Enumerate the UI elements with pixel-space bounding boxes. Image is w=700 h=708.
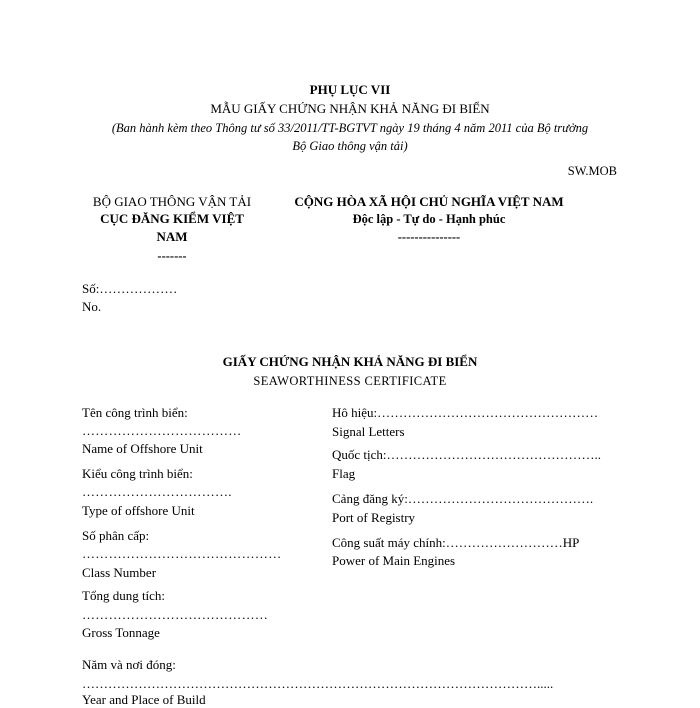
issuance-note-line1: (Ban hành kèm theo Thông tư số 33/2011/TT-BGTVT ngày 19 tháng 4 năm 2011 của Bộ trưởng: [111, 121, 589, 135]
document-title: MẪU GIẤY CHỨNG NHẬN KHẢ NĂNG ĐI BIỂN: [210, 101, 490, 116]
build-year-place-label-en: Year and Place of Build: [82, 692, 206, 707]
agency-underline: -------: [157, 249, 187, 263]
nation-motto: Độc lập - Tự do - Hạnh phúc: [352, 212, 506, 226]
offshore-unit-name-dots: ………………………………: [82, 423, 242, 438]
certificate-title-vi: GIẤY CHỨNG NHẬN KHẢ NĂNG ĐI BIỂN: [222, 354, 478, 369]
certificate-title-en: SEAWORTHINESS CERTIFICATE: [253, 374, 447, 388]
offshore-unit-type-dots: …………………………….: [82, 484, 232, 499]
number-field: Số:………………: [82, 281, 178, 296]
gross-tonnage-label-en: Gross Tonnage: [82, 625, 160, 640]
ministry-name: BỘ GIAO THÔNG VẬN TẢI: [92, 194, 252, 209]
form-code: SW.MOB: [567, 164, 617, 178]
nation-name: CỘNG HÒA XÃ HỘI CHỦ NGHĨA VIỆT NAM: [294, 194, 564, 209]
class-number-label-en: Class Number: [82, 565, 157, 580]
class-number-dots: ………………………………………: [82, 546, 282, 561]
appendix-label: PHỤ LỤC VII: [309, 82, 391, 97]
nation-underline: ---------------: [397, 230, 461, 244]
port-of-registry-field: Cảng đăng ký:…………………………………….: [332, 491, 594, 506]
department-name-line1: CỤC ĐĂNG KIỂM VIỆT: [100, 211, 244, 226]
signal-letters-label-en: Signal Letters: [332, 424, 405, 439]
class-number-label: Số phân cấp:: [82, 528, 150, 543]
gross-tonnage-dots: ……………………………………: [82, 607, 269, 622]
offshore-unit-type-label-en: Type of offshore Unit: [82, 503, 195, 518]
gross-tonnage-label: Tổng dung tích:: [82, 588, 166, 603]
issuance-note-line2: Bộ Giao thông vận tải): [292, 139, 408, 153]
offshore-unit-name-label-en: Name of Offshore Unit: [82, 441, 203, 456]
port-of-registry-label-en: Port of Registry: [332, 510, 416, 525]
offshore-unit-name-label: Tên công trình biển:: [82, 405, 188, 420]
build-year-place-dots: …………………………………………………………………………………………….....: [82, 677, 554, 691]
department-name-line2: NAM: [156, 229, 188, 244]
main-engine-power-field: Công suất máy chính:………………………HP: [332, 535, 580, 550]
flag-field: Quốc tịch:…………………………………………..: [332, 447, 602, 462]
build-year-place-label: Năm và nơi đóng:: [82, 657, 176, 672]
signal-letters-field: Hô hiệu:……………………………………………: [332, 405, 599, 420]
offshore-unit-type-label: Kiểu công trình biển:: [82, 466, 193, 481]
main-engine-power-label-en: Power of Main Engines: [332, 553, 456, 568]
number-label-en: No.: [82, 299, 102, 314]
flag-label-en: Flag: [332, 466, 356, 481]
